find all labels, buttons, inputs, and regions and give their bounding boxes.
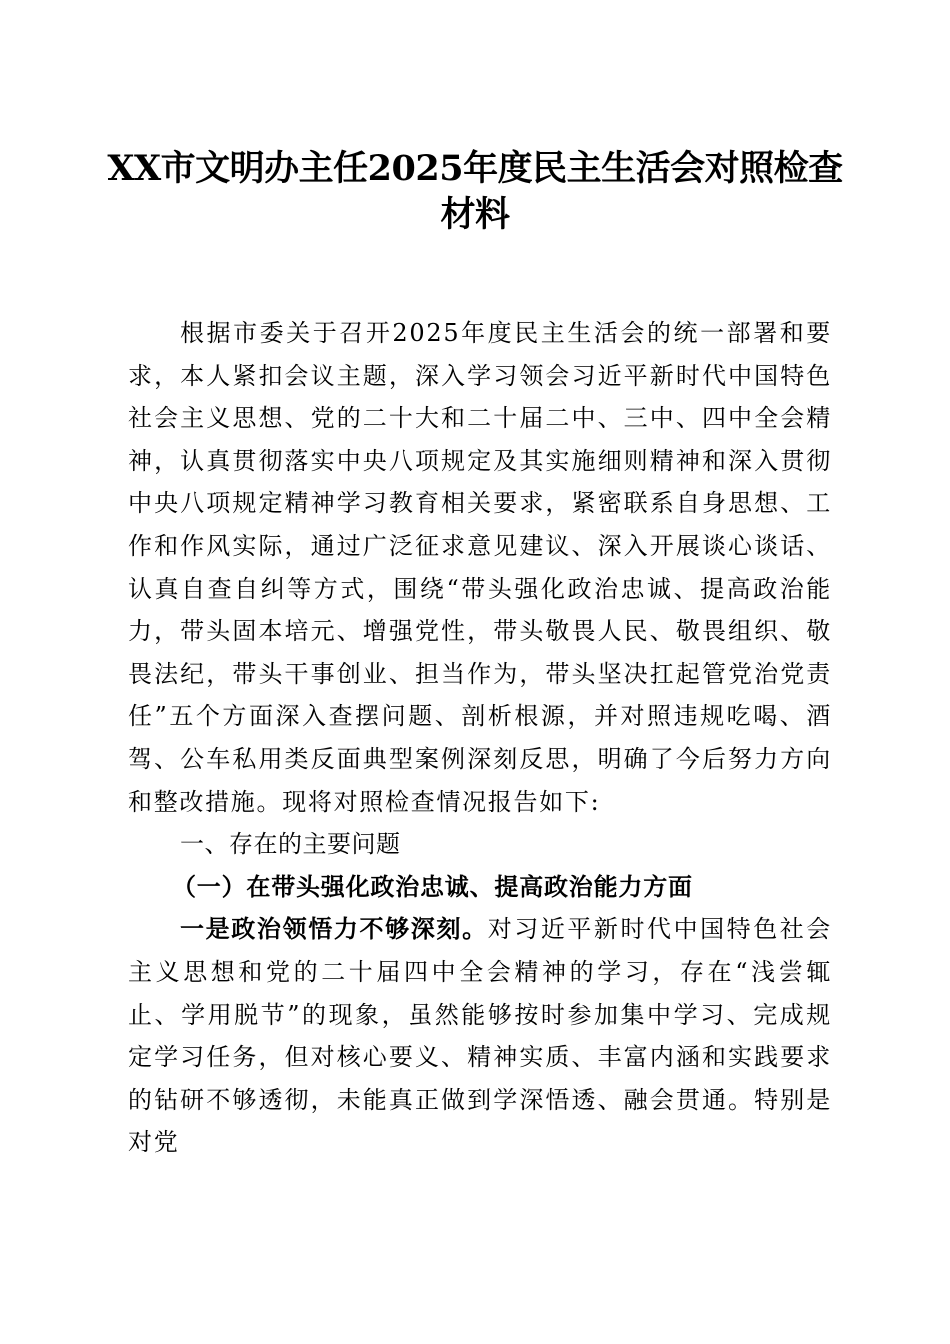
problem-item-lead: 一是政治领悟力不够深刻。 [180,914,488,944]
document-title: XX市文明办主任2025年度民主生活会对照检查材料 [107,148,843,235]
intro-paragraph: 根据市委关于召开2025年度民主生活会的统一部署和要求，本人紧扣会议主题，深入学习领会习近平新时代中国特色社会主义思想、党的二十大和二十届二中、三中、四中全会精神，认真贯彻落实中央八项规定及其实施细则精神和深入贯彻中央八项规定精神学习教育相关要求，紧密联系自身思想、工作和作风实际，通过广泛征求意见建议、深入开展谈心谈话、认真自查自纠等方式，围绕“带头强化政治忠诚、提高政治能力，带头固本培元、增强党性，带头敬畏人民、敬畏组织、敬畏法纪，带头干事创业、担当作为，带头坚决扛起管党治党责任”五个方面深入查摆问题、剖析根源，并对照违规吃喝、酒驾、公车私用类反面典型案例深刻反思，明确了今后努力方向和整改措施。现将对照检查情况报告如下: [128,319,832,816]
subsection-heading-political-loyalty: （一）在带头强化政治忠诚、提高政治能力方面 [172,871,693,901]
section-heading-problems: 一、存在的主要问题 [180,830,401,859]
problem-item-paragraph [128,908,832,1164]
problem-item-text: 对习近平新时代中国特色社会主义思想和党的二十届四中全会精神的学习，存在“浅尝辄止、学用脱节”的现象，虽然能够按时参加集中学习、完成规定学习任务，但对核心要义、精神实质、丰富内涵和实践要求的钻研不够透彻，未能真正做到学深悟透、融会贯通。特别是对党 [128,915,832,1157]
document-body [128,312,832,1164]
